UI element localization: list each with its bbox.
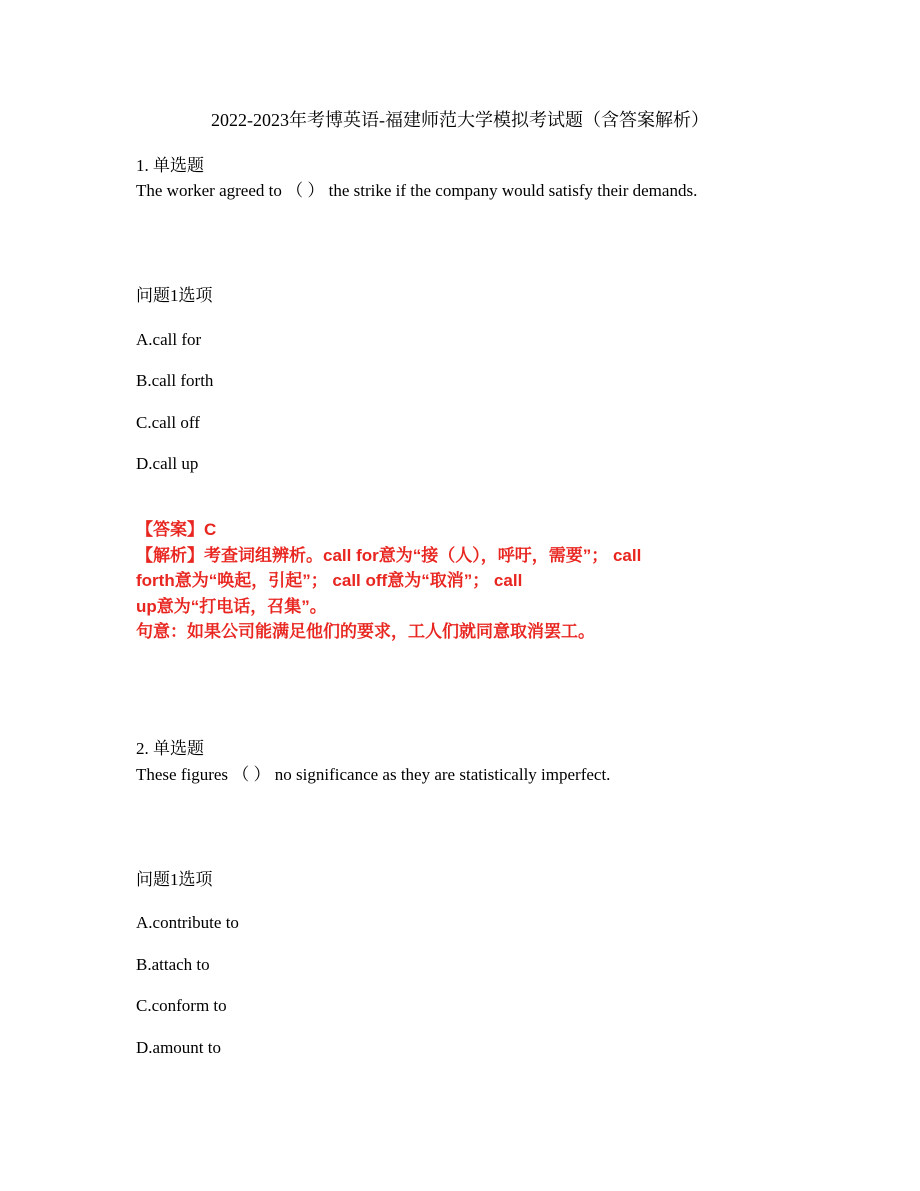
question-type-label: 2. 单选题 bbox=[136, 739, 204, 758]
answer: 【答案】C bbox=[136, 520, 217, 539]
option-b: B.call forth bbox=[136, 371, 214, 390]
options-label: 问题1选项 bbox=[136, 286, 213, 305]
question-stem: The worker agreed to （ ） the strike if the company would satisfy their demands. bbox=[136, 181, 698, 200]
option-a: A.contribute to bbox=[136, 913, 239, 932]
option-d: D.amount to bbox=[136, 1038, 221, 1057]
question-type-label: 1. 单选题 bbox=[136, 156, 204, 175]
option-b: B.attach to bbox=[136, 955, 210, 974]
page-title: 2022-2023年考博英语-福建师范大学模拟考试题（含答案解析） bbox=[211, 110, 709, 130]
option-a: A.call for bbox=[136, 330, 202, 349]
option-d: D.call up bbox=[136, 454, 199, 473]
option-c: C.conform to bbox=[136, 996, 227, 1015]
analysis-line: forth意为“唤起，引起”； call off意为“取消”； call bbox=[136, 571, 523, 590]
analysis-line: 【解析】考查词组辨析。call for意为“接（人），呼吁，需要”； call bbox=[136, 546, 642, 565]
analysis-line: up意为“打电话，召集”。 bbox=[136, 597, 327, 616]
sentence-meaning: 句意：如果公司能满足他们的要求，工人们就同意取消罢工。 bbox=[136, 622, 595, 641]
question-stem: These figures （ ） no significance as they are statistically imperfect. bbox=[136, 765, 611, 784]
options-label: 问题1选项 bbox=[136, 870, 213, 889]
option-c: C.call off bbox=[136, 413, 200, 432]
